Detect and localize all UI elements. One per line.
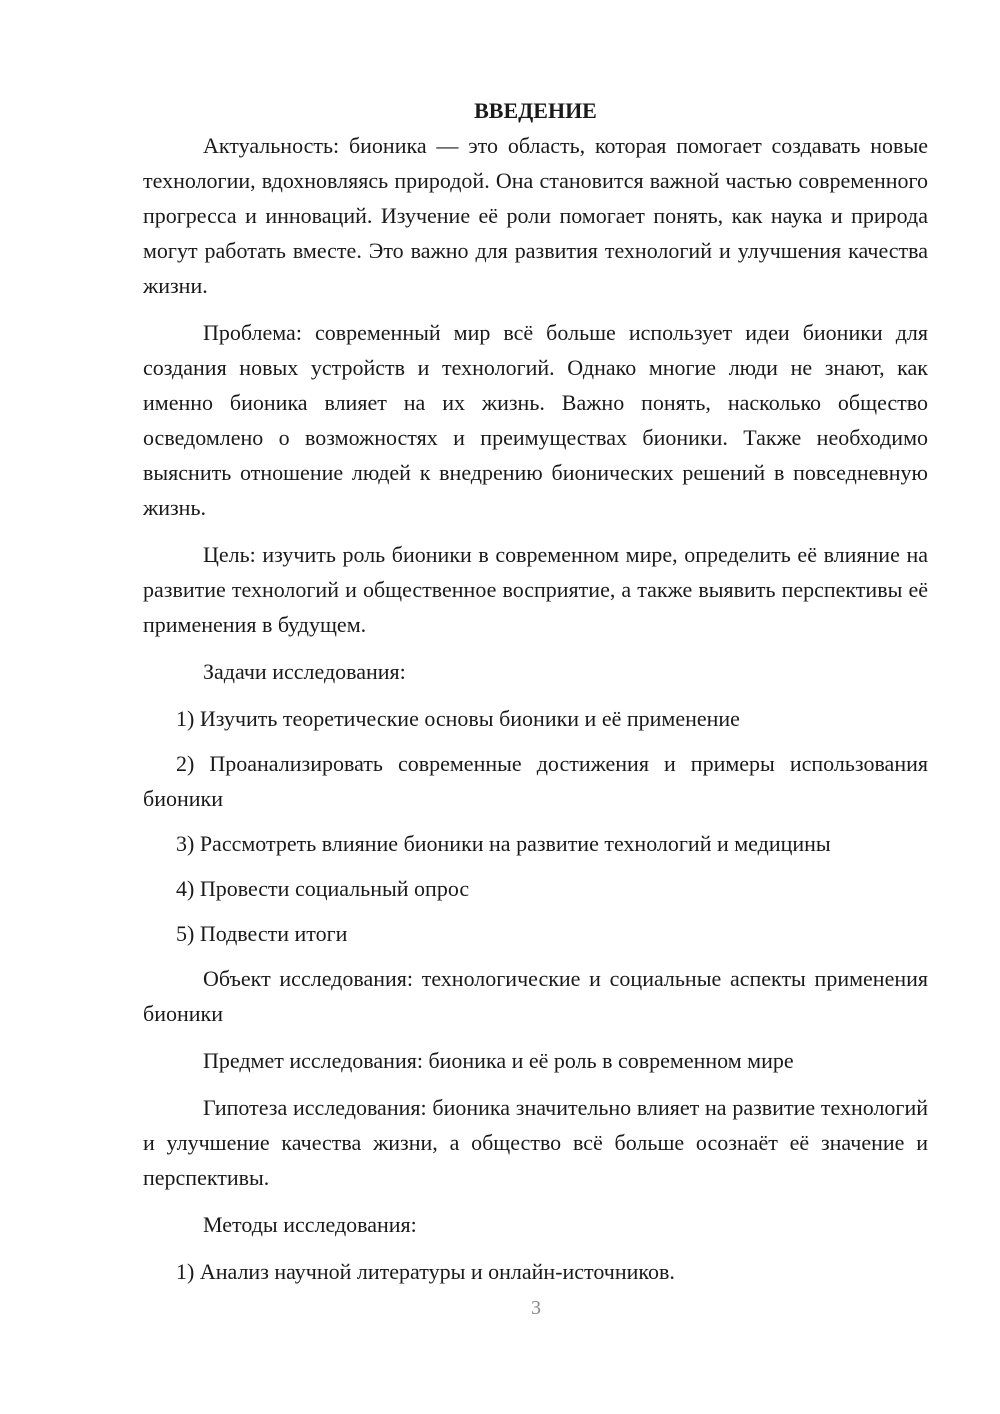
problem-paragraph: Проблема: современный мир всё больше использует идеи бионики для создания новых устройств и технологий. Однако многие люди не знают, как именно бионика влияет на их жизнь. Важно понять, насколько общество осведомлено о возможностях и преимуществах бионики. Также необходимо выяснить отношение людей к внедрению бионических решений в повседневную жизнь. xyxy=(143,320,928,520)
hypothesis-paragraph: Гипотеза исследования: бионика значительно влияет на развитие технологий и улучшение качества жизни, а общество всё больше осознаёт её значение и перспективы. xyxy=(143,1095,928,1190)
task-item-4: 4) Провести социальный опрос xyxy=(176,876,470,901)
task-item-1: 1) Изучить теоретические основы бионики и её применение xyxy=(176,706,740,731)
task-item-3: 3) Рассмотреть влияние бионики на развитие технологий и медицины xyxy=(176,831,831,856)
page-number: 3 xyxy=(531,1297,541,1319)
task-item-5: 5) Подвести итоги xyxy=(176,921,348,946)
method-item-1: 1) Анализ научной литературы и онлайн-источников. xyxy=(176,1259,675,1284)
relevance-paragraph: Актуальность: бионика — это область, которая помогает создавать новые технологии, вдохновляясь природой. Она становится важной частью современного прогресса и инноваций. Изучение её роли помогает понять, как наука и природа могут работать вместе. Это важно для развития технологий и улучшения качества жизни. xyxy=(143,133,928,298)
goal-paragraph: Цель: изучить роль бионики в современном мире, определить её влияние на развитие технологий и общественное восприятие, а также выявить перспективы её применения в будущем. xyxy=(143,542,928,637)
tasks-title: Задачи исследования: xyxy=(203,659,406,684)
page-heading: ВВЕДЕНИЕ xyxy=(474,98,597,123)
task-item-2: 2) Проанализировать современные достижения и примеры использования бионики xyxy=(143,751,928,811)
page-content xyxy=(143,96,928,1299)
object-paragraph: Объект исследования: технологические и социальные аспекты применения бионики xyxy=(143,966,928,1026)
methods-title: Методы исследования: xyxy=(203,1212,417,1237)
subject-paragraph: Предмет исследования: бионика и её роль в современном мире xyxy=(203,1048,794,1073)
